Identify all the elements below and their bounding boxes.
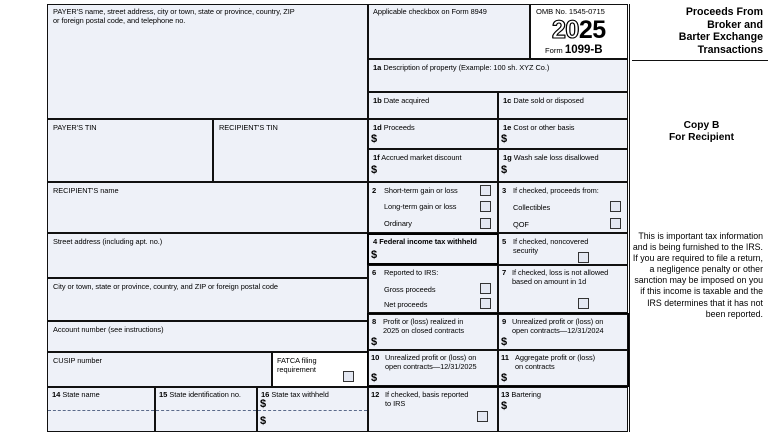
copy-b-line2: For Recipient xyxy=(668,132,735,144)
form-title-line-3: Transactions xyxy=(697,43,763,56)
box10-number: 10 xyxy=(371,353,380,362)
box1e-text: Cost or other basis xyxy=(513,123,575,132)
cusip-number-label: CUSIP number xyxy=(53,356,102,365)
box6-net-proceeds-label: Net proceeds xyxy=(384,300,428,309)
box10-label-line1: Unrealized profit or (loss) on xyxy=(385,353,477,362)
box13-number: 13 xyxy=(501,390,510,399)
box4-label xyxy=(373,237,477,246)
box13-label xyxy=(501,390,541,399)
box3-qof-checkbox[interactable] xyxy=(610,218,621,229)
box2-ordinary-checkbox[interactable] xyxy=(480,218,491,229)
copy-b-line1: Copy B xyxy=(683,120,720,131)
form-word: Form xyxy=(545,46,563,55)
box1d-label xyxy=(373,123,415,132)
box11-label-line2: on contracts xyxy=(515,362,555,371)
fatca-label-line1: FATCA filing xyxy=(277,356,317,365)
box1a-label xyxy=(373,63,549,72)
fatca-label-line2: requirement xyxy=(277,365,316,374)
box15-row-divider xyxy=(156,410,256,411)
box5-checkbox[interactable] xyxy=(578,252,589,263)
box11-number: 11 xyxy=(501,353,509,362)
recipient-city-label: City or town, state or province, country, and ZIP or foreign postal code xyxy=(53,282,278,291)
box1b-label xyxy=(373,96,429,105)
box1e-dollar: $ xyxy=(501,133,508,145)
box13-dollar: $ xyxy=(501,400,508,412)
applicable-checkbox-label: Applicable checkbox on Form 8949 xyxy=(373,7,487,16)
box12-label-line2: to IRS xyxy=(385,399,406,408)
recipient-name-label: RECIPIENT'S name xyxy=(53,186,119,195)
box1a-number: 1a xyxy=(373,63,382,72)
box3-qof-label: QOF xyxy=(513,220,529,229)
box5-label-line2: security xyxy=(513,246,539,255)
box3-label: If checked, proceeds from: xyxy=(513,186,599,195)
rail-divider-body xyxy=(629,59,630,387)
rail-divider-footer xyxy=(629,387,630,432)
box7-label-line2: based on amount in 1d xyxy=(512,277,587,286)
fatca-checkbox[interactable] xyxy=(343,371,354,382)
tax-year-hollow: 20 xyxy=(552,16,579,44)
box9-label-line2: open contracts—12/31/2024 xyxy=(512,326,604,335)
form-title-line-1: Broker and xyxy=(707,18,763,31)
box11-dollar: $ xyxy=(501,372,508,384)
box9-label-line1: Unrealized profit or (loss) on xyxy=(512,317,604,326)
box16-row-divider xyxy=(258,410,367,411)
box1g-text: Wash sale loss disallowed xyxy=(513,153,599,162)
box7-checkbox[interactable] xyxy=(578,298,589,309)
box14-label xyxy=(52,390,100,399)
box5-number: 5 xyxy=(502,237,507,246)
box1c-text: Date sold or disposed xyxy=(513,96,584,105)
box15-text: State identification no. xyxy=(169,390,241,399)
box3-number: 3 xyxy=(502,186,507,195)
box1g-dollar: $ xyxy=(501,164,508,176)
box2-option-short-term-label: Short-term gain or loss xyxy=(384,186,458,195)
box8-dollar: $ xyxy=(371,336,378,348)
box1f-dollar: $ xyxy=(371,164,378,176)
box2-long-term-checkbox[interactable] xyxy=(480,201,491,212)
box7-label-line1: If checked, loss is not allowed xyxy=(512,268,609,277)
box14-number: 14 xyxy=(52,390,61,399)
copy-b-block xyxy=(640,120,763,145)
form-number-line xyxy=(545,45,603,56)
recipient-tin-label: RECIPIENT'S TIN xyxy=(219,123,278,132)
box1d-number: 1d xyxy=(373,123,382,132)
box1e-number: 1e xyxy=(503,123,512,132)
box9-number: 9 xyxy=(502,317,507,326)
box1b-text: Date acquired xyxy=(383,96,430,105)
box4-dollar: $ xyxy=(371,249,378,261)
box5-label-line1: If checked, noncovered xyxy=(513,237,589,246)
box1g-label xyxy=(503,153,599,162)
box8-number: 8 xyxy=(372,317,377,326)
box1b-number: 1b xyxy=(373,96,382,105)
box15-number: 15 xyxy=(159,390,168,399)
box6-gross-proceeds-checkbox[interactable] xyxy=(480,283,491,294)
account-number-label: Account number (see instructions) xyxy=(53,325,164,334)
box6-gross-proceeds-label: Gross proceeds xyxy=(384,285,436,294)
box16-number: 16 xyxy=(261,390,270,399)
box1a-text: Description of property (Example: 100 sh. XYZ Co.) xyxy=(383,63,550,72)
form-title-line-0: Proceeds From xyxy=(685,6,763,18)
box3-collectibles-label: Collectibles xyxy=(513,203,551,212)
box1g-number: 1g xyxy=(503,153,512,162)
box4-text: Federal income tax withheld xyxy=(379,237,477,246)
box1c-label xyxy=(503,96,584,105)
recipient-notice-text: This is important tax information and is being furnished to the IRS. If you are required to file a return, a negligence penalty or other sanction may be imposed on you if this income is taxable and the IRS determines that it has not been reported. xyxy=(632,231,763,319)
box12-checkbox[interactable] xyxy=(477,411,488,422)
payer-tin-label: PAYER'S TIN xyxy=(53,123,97,132)
tax-year-solid: 25 xyxy=(578,16,606,44)
box8-label-line2: 2025 on closed contracts xyxy=(383,326,464,335)
box15-label xyxy=(159,390,241,399)
rail-divider-header xyxy=(629,4,630,59)
box12-label-line1: If checked, basis reported xyxy=(385,390,469,399)
box1d-text: Proceeds xyxy=(383,123,415,132)
box6-label: Reported to IRS: xyxy=(384,268,439,277)
box6-number: 6 xyxy=(372,268,377,277)
box16-label xyxy=(261,390,329,399)
payer-name-label-line2: or foreign postal code, and telephone no. xyxy=(53,16,186,25)
form-title-line-2: Barter Exchange xyxy=(678,31,763,44)
box1f-number: 1f xyxy=(373,153,380,162)
box3-collectibles-checkbox[interactable] xyxy=(610,201,621,212)
box6-net-proceeds-checkbox[interactable] xyxy=(480,298,491,309)
box10-label-line2: open contracts—12/31/2025 xyxy=(385,362,477,371)
box1f-text: Accrued market discount xyxy=(381,153,462,162)
box9-dollar: $ xyxy=(501,336,508,348)
box7-number: 7 xyxy=(502,268,507,277)
box1c-number: 1c xyxy=(503,96,512,105)
box11-label-line1: Aggregate profit or (loss) xyxy=(515,353,596,362)
form-number: 1099-B xyxy=(564,44,603,56)
tax-year xyxy=(552,18,606,43)
box13-text: Bartering xyxy=(511,390,541,399)
box14-row-divider xyxy=(48,410,154,411)
box2-option-ordinary-label: Ordinary xyxy=(384,219,412,228)
box10-dollar: $ xyxy=(371,372,378,384)
form-title-block xyxy=(630,6,763,56)
box2-option-long-term-label: Long-term gain or loss xyxy=(384,202,457,211)
box16-dollar-1: $ xyxy=(260,398,267,410)
box2-number: 2 xyxy=(372,186,377,195)
box16-text: State tax withheld xyxy=(271,390,329,399)
box2-short-term-checkbox[interactable] xyxy=(480,185,491,196)
recipient-street-label: Street address (including apt. no.) xyxy=(53,237,163,246)
omb-number: OMB No. 1545-0715 xyxy=(536,7,605,16)
title-underline xyxy=(632,60,768,61)
box1f-label xyxy=(373,153,461,162)
box1e-label xyxy=(503,123,574,132)
box16-dollar-2: $ xyxy=(260,415,267,427)
box14-text: State name xyxy=(62,390,100,399)
payer-name-label-line1: PAYER'S name, street address, city or town, state or province, country, ZIP xyxy=(53,7,295,16)
box4-number: 4 xyxy=(373,237,378,246)
box1d-dollar: $ xyxy=(371,133,378,145)
box8-label-line1: Profit or (loss) realized in xyxy=(383,317,464,326)
box12-number: 12 xyxy=(371,390,380,399)
